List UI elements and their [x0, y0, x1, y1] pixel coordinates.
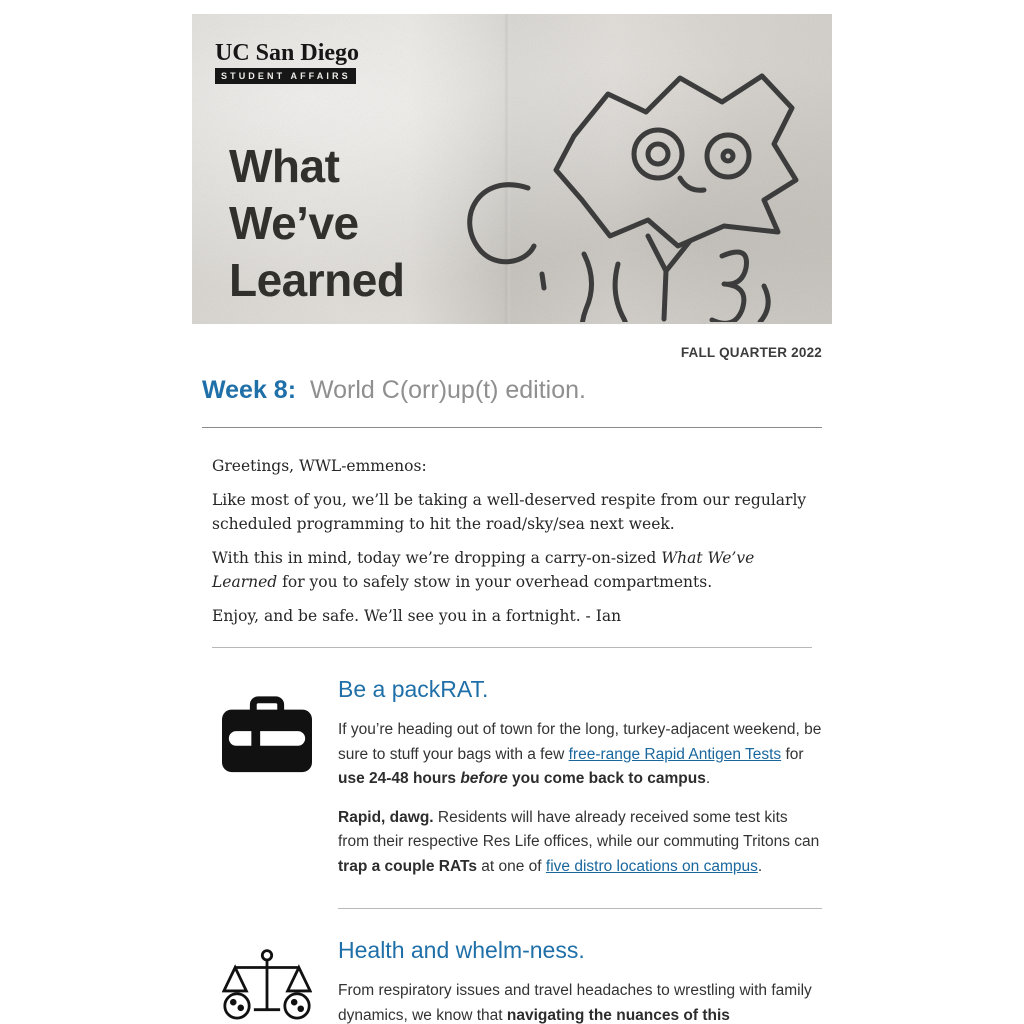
section-text-column — [338, 935, 822, 1024]
section-paragraph: From respiratory issues and travel headaches to wrestling with family dynamics, we know that navigating the nuances of this — [338, 982, 812, 1024]
intro-letter — [192, 428, 832, 628]
edition-label: World C(orr)up(t) edition. — [309, 376, 586, 404]
masthead-line-1: What — [229, 140, 340, 192]
ucsd-logo — [215, 40, 359, 84]
section-icon-column — [222, 935, 312, 1024]
section-heading: Be a packRAT. — [338, 676, 489, 702]
section-heading: Health and whelm-ness. — [338, 937, 585, 963]
ucsd-logo-title: UC San Diego — [215, 40, 360, 66]
rapid-antigen-tests-link[interactable]: free-range Rapid Antigen Tests — [568, 745, 782, 763]
masthead-line-2: We’ve — [229, 197, 359, 249]
section-paragraph: Rapid, dawg. Residents will have already received some test kits from their respective Res Life offices, while our commuting Tritons can trap a couple RATs at one of five distro locations on campus. — [338, 808, 820, 875]
week-label: Week 8: — [202, 376, 297, 404]
section-icon-column — [222, 674, 312, 879]
briefcase-icon — [222, 696, 312, 774]
header-image — [192, 14, 832, 324]
scales-icon — [222, 945, 312, 1024]
intro-signoff: Enjoy, and be safe. We’ll see you in a fortnight. - Ian — [212, 607, 622, 625]
section-packrat — [192, 648, 832, 879]
quarter-label: FALL QUARTER 2022 — [680, 345, 822, 360]
section-health — [192, 909, 832, 1024]
email-newsletter — [192, 14, 832, 1024]
section-text-column — [338, 674, 822, 879]
distro-locations-link[interactable]: five distro locations on campus — [545, 857, 758, 875]
masthead-line-3: Learned — [229, 254, 405, 306]
newsletter-name-italic: What We’ve Learned — [212, 549, 755, 591]
hand-drawn-world-cup-doodle-icon — [422, 50, 822, 322]
issue-title — [202, 375, 822, 405]
intro-paragraph: With this in mind, today we’re dropping a carry-on-sized What We’ve Learned for you to safely stow in your overhead compartments. — [212, 549, 755, 591]
section-paragraph: If you’re heading out of town for the long, turkey-adjacent weekend, be sure to stuff your bags with a few free-range Rapid Antigen Tests for use 24-48 hours before you come back to campus. — [338, 721, 822, 787]
intro-paragraph: Like most of you, we’ll be taking a well-deserved respite from our regularly scheduled programming to hit the road/sky/sea next week. — [212, 491, 807, 533]
ucsd-logo-subtitle: STUDENT AFFAIRS — [215, 68, 356, 84]
intro-greeting: Greetings, WWL-emmenos: — [212, 457, 427, 475]
masthead-title — [229, 138, 404, 309]
